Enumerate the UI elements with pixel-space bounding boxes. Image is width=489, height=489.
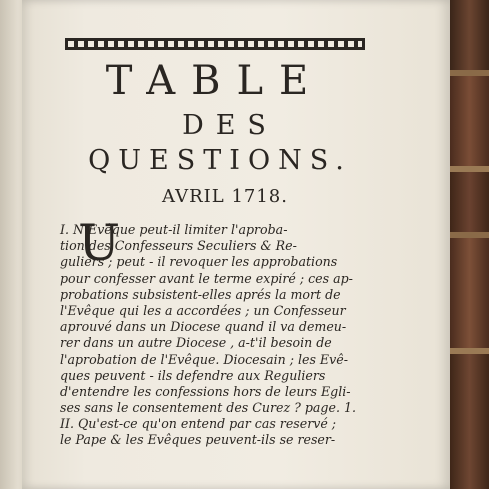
- text-line: II. Qu'est-ce qu'on entend par cas reservé ;: [60, 416, 337, 432]
- text-line: le Pape & les Evêques peuvent-ils se reser-: [60, 432, 336, 448]
- spine-band: [450, 0, 489, 70]
- book-spines: [450, 0, 489, 489]
- text-line: ses sans le consentement des Curez ? page. 1.: [60, 400, 356, 416]
- text-line: l'Evêque qui les a accordées ; un Confesseur: [60, 302, 346, 318]
- drop-cap: U: [78, 214, 121, 272]
- ornament-border: [65, 36, 365, 52]
- heading-date: AVRIL 1718.: [162, 186, 288, 207]
- spine-band: [450, 172, 489, 232]
- text-line: I. N Evêque peut-il limiter l'aproba-: [60, 222, 288, 237]
- text-line: probations subsistent-elles aprés la mort de: [60, 286, 341, 302]
- spine-band: [450, 354, 489, 489]
- text-line: aprouvé dans un Diocese quand il va demeu-: [60, 319, 347, 335]
- spine-band: [450, 238, 489, 348]
- text-line: tion des Confesseurs Seculiers & Re-: [60, 238, 297, 254]
- text-line: d'entendre les confessions hors de leurs Egli-: [60, 383, 351, 399]
- heading-des: DES: [182, 110, 278, 141]
- question-text: [60, 222, 380, 449]
- heading-table: TABLE: [105, 58, 325, 104]
- text-line: pour confesser avant le terme expiré ; ces ap-: [60, 270, 353, 286]
- text-line: guliers ; peut - il revoquer les approbations: [60, 254, 338, 270]
- text-line: rer dans un autre Diocese , a-t'il besoin de: [60, 335, 332, 351]
- spine-band: [450, 76, 489, 166]
- heading-questions: QUESTIONS.: [88, 145, 352, 176]
- text-line: l'aprobation de l'Evêque. Diocesain ; les Evê-: [60, 351, 348, 367]
- text-line: ques peuvent - ils defendre aux Reguliers: [60, 367, 326, 383]
